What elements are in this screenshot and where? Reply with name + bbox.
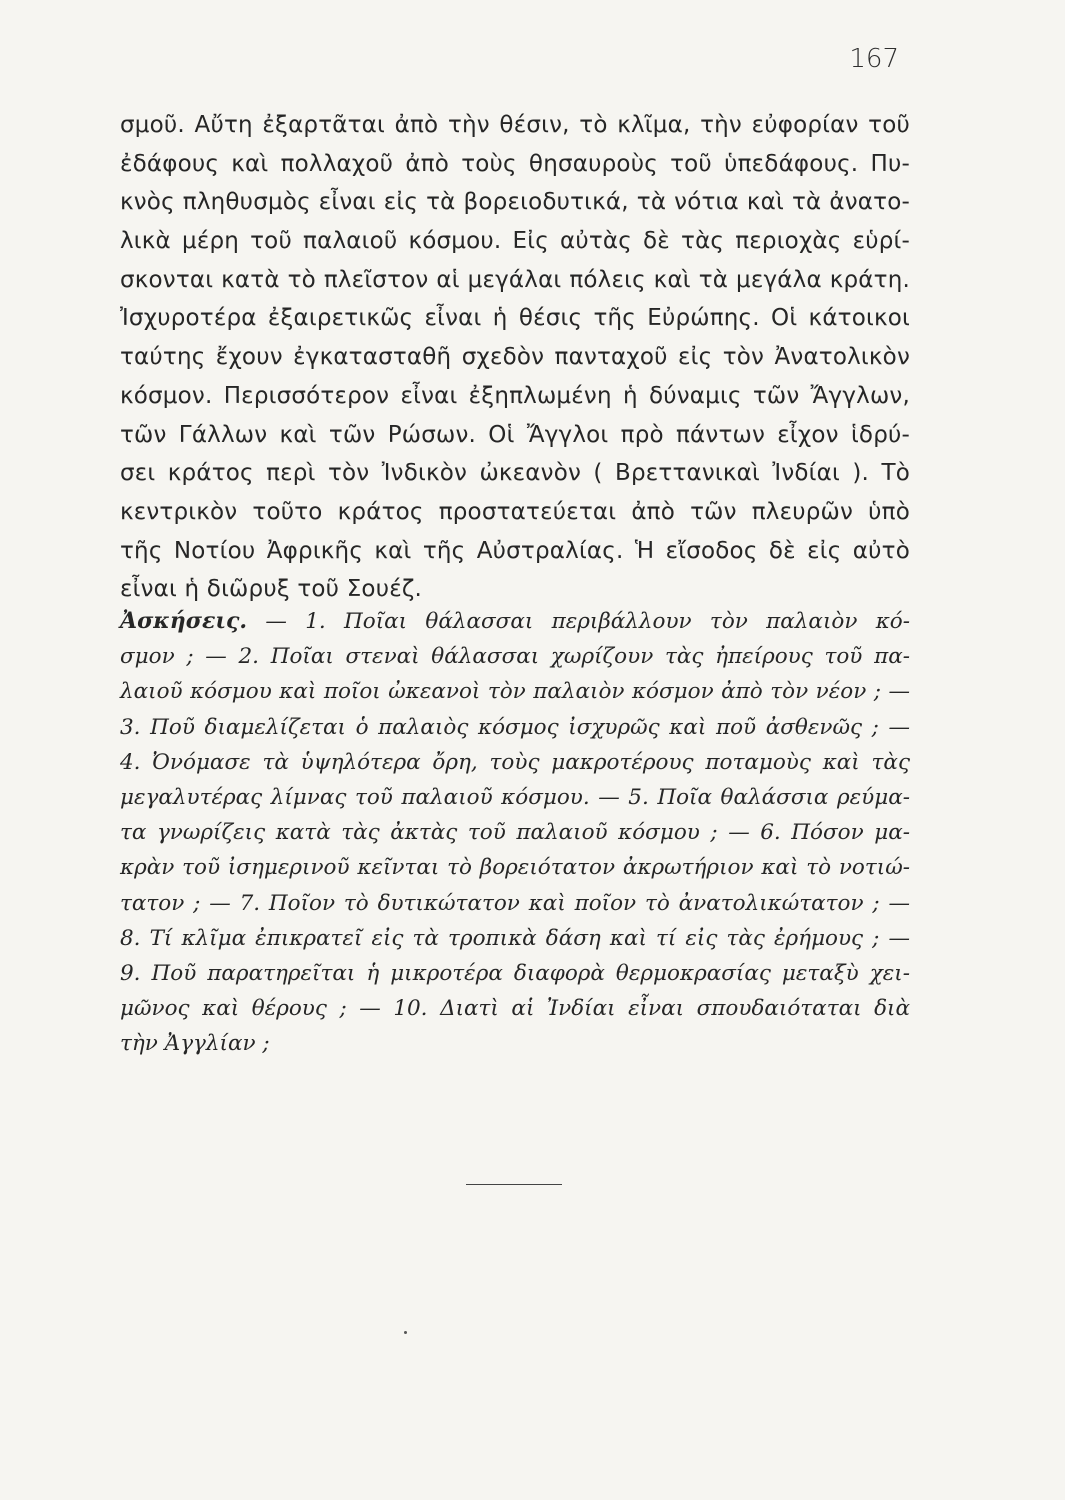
exercises-section [120,604,910,1061]
text-line: κεντρικὸν τοῦτο κράτος προστατεύεται ἀπὸ τῶν πλευρῶν ὑπὸ [120,498,910,525]
text-line: σκονται κατὰ τὸ πλεῖστον αἱ μεγάλαι πόλεις καὶ τὰ μεγάλα κράτη. [120,266,910,293]
exercise-line: τα γνωρίζεις κατὰ τὰς ἀκτὰς τοῦ παλαιοῦ κόσμου ; — 6. Πόσον μα- [120,820,910,846]
text-line: σει κράτος περὶ τὸν Ἰνδικὸν ὠκεανὸν ( Βρεττανικαὶ Ἰνδίαι ). Τὸ [120,460,910,487]
text-line: κόσμον. Περισσότερον εἶναι ἐξηπλωμένη ἡ δύναμις τῶν Ἄγγλων, [120,382,910,409]
text-line: ταύτης ἔχουν ἐγκατασταθῆ σχεδὸν πανταχοῦ εἰς τὸν Ἀνατολικὸν [120,344,910,371]
ink-dot [404,1331,407,1334]
exercise-line: 3. Ποῦ διαμελίζεται ὁ παλαιὸς κόσμος ἰσχυρῶς καὶ ποῦ ἀσθενῶς ; — [120,714,910,740]
body-paragraph [120,106,910,609]
exercise-line [120,604,910,639]
exercise-line: μῶνος καὶ θέρους ; — 10. Διατὶ αἱ Ἰνδίαι εἶναι σπουδαιόταται διὰ [120,996,910,1022]
exercise-line: κρὰν τοῦ ἰσημερινοῦ κεῖνται τὸ βορειότατον ἀκρωτήριον καὶ τὸ νοτιώ- [120,855,910,881]
horizontal-rule [466,1184,562,1185]
exercise-text: — 1. Ποῖαι θάλασσαι περιβάλλουν τὸν παλαιὸν κό- [265,609,910,634]
text-line: κνὸς πληθυσμὸς εἶναι εἰς τὰ βορειοδυτικά, τὰ νότια καὶ τὰ ἀνατο- [120,189,910,216]
exercise-line: σμον ; — 2. Ποῖαι στεναὶ θάλασσαι χωρίζουν τὰς ἠπείρους τοῦ πα- [120,644,910,670]
exercise-line: 9. Ποῦ παρατηρεῖται ἡ μικροτέρα διαφορὰ θερμοκρασίας μεταξὺ χει- [120,960,910,986]
text-line: τῶν Γάλλων καὶ τῶν Ρώσων. Οἱ Ἄγγλοι πρὸ πάντων εἶχον ἱδρύ- [120,421,910,448]
text-line: λικὰ μέρη τοῦ παλαιοῦ κόσμου. Εἰς αὐτὰς δὲ τὰς περιοχὰς εὑρί- [120,228,910,255]
exercise-line: μεγαλυτέρας λίμνας τοῦ παλαιοῦ κόσμου. — 5. Ποῖα θαλάσσια ρεύμα- [120,784,910,810]
text-line: σμοῦ. Αὔτη ἐξαρτᾶται ἀπὸ τὴν θέσιν, τὸ κλῖμα, τὴν εὐφορίαν τοῦ [120,112,910,138]
exercise-line: τατον ; — 7. Ποῖον τὸ δυτικώτατον καὶ ποῖον τὸ ἀνατολικώτατον ; — [120,890,910,916]
exercise-line: 8. Τί κλῖμα ἐπικρατεῖ εἰς τὰ τροπικὰ δάση καὶ τί εἰς τὰς ἐρήμους ; — [120,925,910,951]
text-line: ἐδάφους καὶ πολλαχοῦ ἀπὸ τοὺς θησαυροὺς τοῦ ὑπεδάφους. Πυ- [120,150,910,177]
exercise-line: 4. Ὀνόμασε τὰ ὑψηλότερα ὄρη, τοὺς μακροτέρους ποταμοὺς καὶ τὰς [120,749,910,775]
exercise-line: τὴν Ἀγγλίαν ; [120,1031,270,1057]
exercises-heading: Ἀσκήσεις. [120,608,248,634]
text-line: Ἰσχυροτέρα ἐξαιρετικῶς εἶναι ἡ θέσις τῆς Εὐρώπης. Οἱ κάτοικοι [120,305,910,332]
text-line: εἶναι ἡ διῶρυξ τοῦ Σουέζ. [120,576,423,603]
exercise-line: λαιοῦ κόσμου καὶ ποῖοι ὠκεανοὶ τὸν παλαιὸν κόσμον ἀπὸ τὸν νέον ; — [120,679,910,705]
text-line: τῆς Νοτίου Ἀφρικῆς καὶ τῆς Αὐστραλίας. Ἡ εἴσοδος δὲ εἰς αὐτὸ [120,537,910,564]
page-number: 167 [849,44,899,74]
